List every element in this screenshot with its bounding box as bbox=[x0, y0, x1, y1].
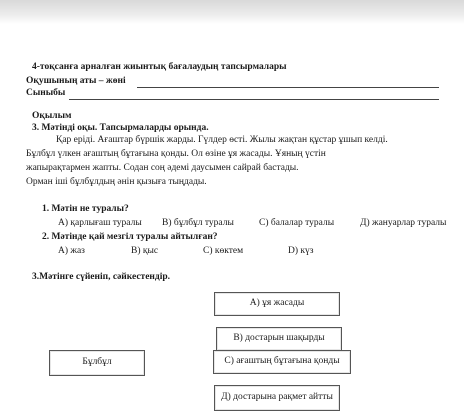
question-2-option-a[interactable]: А) жаз bbox=[58, 246, 85, 256]
question-1-option-a[interactable]: А) қарлығаш туралы bbox=[58, 218, 142, 228]
question-1-option-d[interactable]: Д) жануарлар туралы bbox=[360, 218, 447, 228]
scan-top-shade bbox=[0, 0, 464, 24]
student-name-label: Оқушының аты – жөні bbox=[26, 76, 126, 86]
match-option-a[interactable]: А) ұя жасады bbox=[214, 292, 340, 316]
question-2-option-d[interactable]: D) күз bbox=[288, 246, 314, 256]
question-2-text: 2. Мәтінде қай мезгіл туралы айтылған? bbox=[42, 232, 218, 242]
class-line bbox=[69, 99, 439, 100]
question-1-option-b[interactable]: В) бұлбұл туралы bbox=[162, 218, 234, 228]
question-2-option-b[interactable]: В) қыс bbox=[131, 246, 159, 256]
question-2-option-c[interactable]: С) көктем bbox=[203, 246, 244, 256]
question-1-text: 1. Мәтін не туралы? bbox=[42, 204, 129, 214]
reading-line-2: Бұлбұл үлкен ағаштың бұтағына қонды. Ол өзiне ұя жасады. Ұяның үстiн bbox=[26, 149, 326, 159]
match-option-d[interactable]: Д) достарына рақмет айтты bbox=[214, 385, 340, 411]
question-1-option-c[interactable]: С) балалар туралы bbox=[259, 218, 335, 228]
class-label: Сыныбы bbox=[26, 88, 66, 98]
reading-task: 3. Мәтінді оқы. Тапсырмаларды орында. bbox=[32, 123, 209, 133]
match-subject[interactable]: Бұлбұл bbox=[49, 350, 145, 376]
reading-line-4: Орман iшi бұлбұлдың әнiн қызыға тыңдады. bbox=[26, 177, 207, 187]
reading-line-1: Қар ерiдi. Ағаштар бүршiк жарды. Гүлдер өстi. Жылы жақтан құстар ұшып келдi. bbox=[56, 135, 388, 145]
worksheet-title: 4-тоқсанға арналған жиынтық бағалаудың тапсырмалары bbox=[32, 62, 287, 72]
reading-line-3: жапырақтармен жапты. Содан соң әдемi даусымен сайрай бастады. bbox=[26, 163, 299, 173]
student-name-line bbox=[137, 87, 439, 88]
match-option-c[interactable]: С) ағаштың бұтағына қонды bbox=[213, 350, 351, 374]
section-heading: Оқылым bbox=[32, 111, 72, 121]
matching-title: 3.Мәтінге сүйеніп, сәйкестендір. bbox=[32, 272, 171, 282]
match-option-b[interactable]: В) достарын шақырды bbox=[216, 327, 342, 351]
